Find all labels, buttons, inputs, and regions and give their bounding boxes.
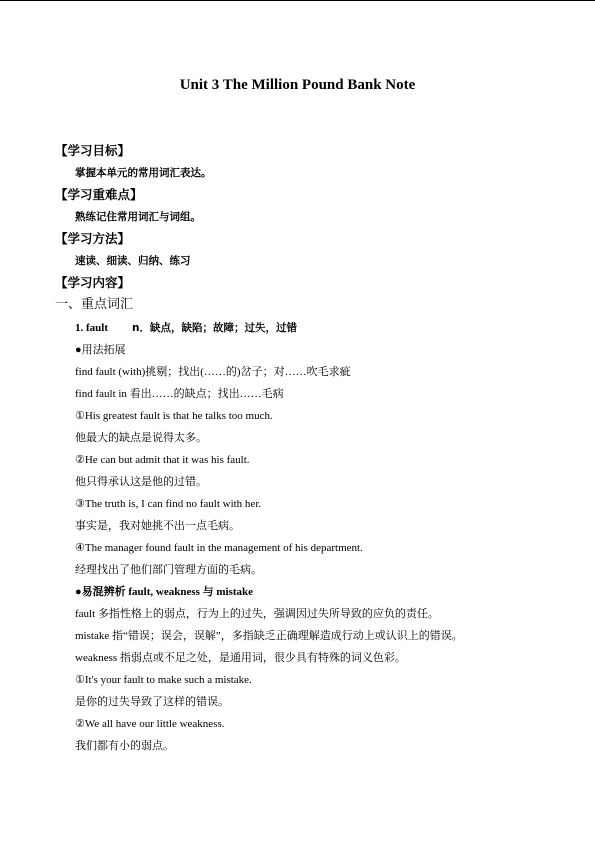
example-translation: 经理找出了他们部门管理方面的毛病。 [75,564,262,576]
word-entry-word: 1. fault [75,322,108,334]
example-translation: 他只得承认这是他的过错。 [75,476,207,488]
methods-text: 速读、细读、归纳、练习 [75,255,191,267]
content-heading: 【学习内容】 [55,275,131,290]
word-entry-definition: n．缺点，缺陷；故障；过失，过错 [132,322,297,334]
example-translation: 是你的过失导致了这样的错误。 [75,696,229,708]
confusion-heading: ●易混辨析 fault, weakness 与 mistake [75,586,254,598]
example-sentence: ③The truth is, I can find no fault with her. [75,498,262,510]
confusion-line: weakness 指弱点或不足之处，是通用词，很少具有特殊的词义色彩。 [75,652,406,664]
example-translation: 事实是，我对她挑不出一点毛病。 [75,520,240,532]
confusion-line: mistake 指“错误；误会，误解”，多指缺乏正确理解造成行动上或认识上的错误。 [75,630,463,642]
keypoints-text: 熟练记住常用词汇与词组。 [75,211,201,223]
confusion-line: fault 多指性格上的弱点，行为上的过失，强调因过失所导致的应负的责任。 [75,608,439,620]
usage-line: find fault in 看出……的缺点；找出……毛病 [75,388,284,400]
word-entry [75,320,297,336]
usage-heading: ●用法拓展 [75,344,126,356]
top-rule [0,0,595,1]
goals-heading: 【学习目标】 [55,143,131,158]
usage-line: find fault (with)挑剔；找出(……的)岔子；对……吹毛求疵 [75,366,351,378]
section-heading: 一、重点词汇 [55,297,134,312]
example-sentence: ①His greatest fault is that he talks too much. [75,410,273,422]
keypoints-heading: 【学习重难点】 [55,187,143,202]
goals-text: 掌握本单元的常用词汇表达。 [75,167,212,179]
document-title: Unit 3 The Million Pound Bank Note [179,77,416,93]
example-translation: 我们都有小的弱点。 [75,740,174,752]
methods-heading: 【学习方法】 [55,231,131,246]
example-sentence: ②He can but admit that it was his fault. [75,454,250,466]
example-translation: 他最大的缺点是说得太多。 [75,432,207,444]
example-sentence: ②We all have our little weakness. [75,718,225,730]
example-sentence: ④The manager found fault in the management of his department. [75,542,363,554]
example-sentence: ①It's your fault to make such a mistake. [75,674,252,686]
